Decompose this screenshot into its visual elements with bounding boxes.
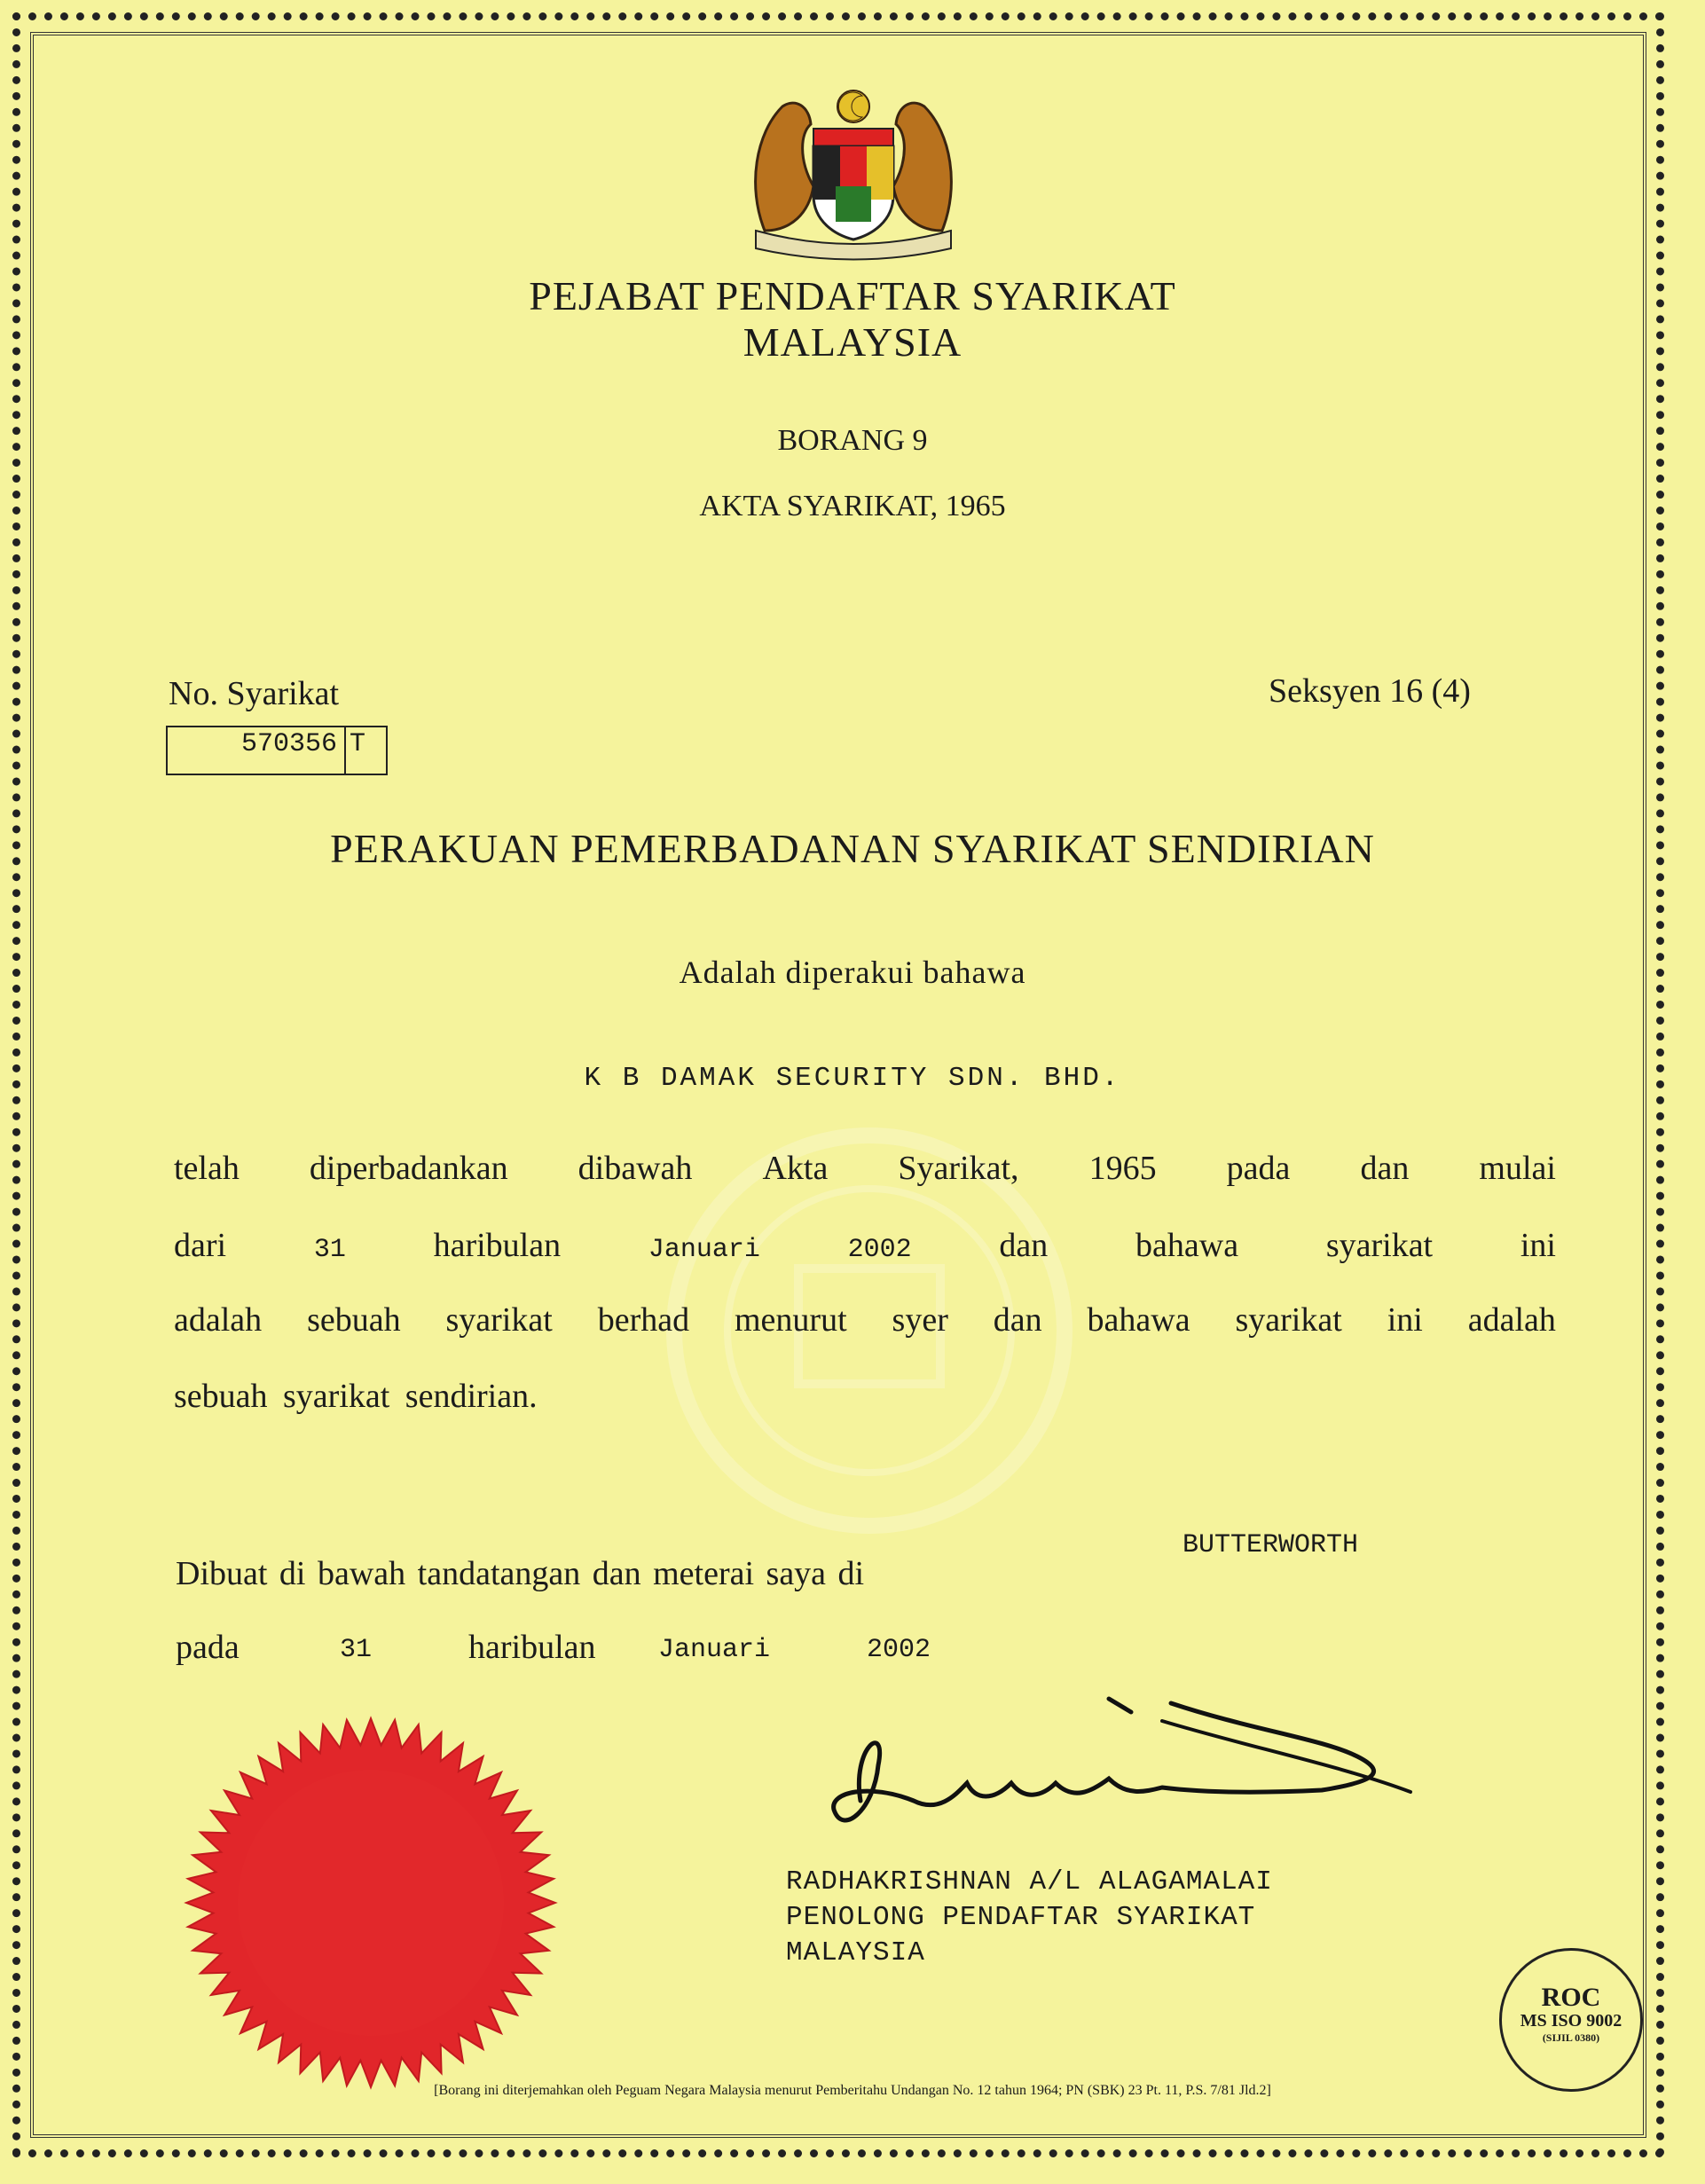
body-word: Akta	[762, 1150, 829, 1187]
body-word: dan	[1360, 1150, 1410, 1187]
body-word: sebuah	[307, 1301, 401, 1339]
office-heading	[0, 273, 1705, 365]
certificate-title: PERAKUAN PEMERBADANAN SYARIKAT SENDIRIAN	[330, 826, 1375, 871]
body-word: pada	[1226, 1150, 1291, 1187]
company-number-label: No. Syarikat	[169, 675, 340, 712]
body-word: telah	[174, 1150, 240, 1187]
execution-day: 31	[340, 1635, 373, 1665]
section-reference: Seksyen 16 (4)	[1269, 672, 1471, 710]
body-word: syarikat	[445, 1301, 553, 1339]
coat-of-arms-icon	[729, 80, 978, 266]
execution-haribulan-label: haribulan	[468, 1629, 596, 1666]
body-word: dan	[999, 1227, 1049, 1264]
execution-statement: Dibuat di bawah tandatangan dan meterai saya di	[176, 1555, 865, 1592]
body-word: bahawa	[1135, 1227, 1239, 1264]
red-seal-icon	[183, 1715, 559, 2091]
body-word: adalah	[1467, 1301, 1556, 1339]
company-number-divider	[344, 726, 346, 775]
body-word: dari	[174, 1227, 227, 1264]
body-word: ini	[1520, 1227, 1556, 1264]
body-word: syarikat	[1235, 1301, 1342, 1339]
roc-iso-badge	[1499, 1948, 1643, 2092]
form-number: BORANG 9	[777, 424, 928, 457]
certified-statement: Adalah diperakui bahawa	[679, 955, 1026, 990]
body-line-3	[174, 1300, 1556, 1339]
body-word: bahawa	[1087, 1301, 1190, 1339]
body-word: menurut	[735, 1301, 847, 1339]
footnote: [Borang ini diterjemahkan oleh Peguam Negara Malaysia menurut Pemberitahu Undangan No. 12 tahun 1964; PN (SBK) 23 Pt. 11, P.S. 7/81 Jld.2]	[434, 2083, 1271, 2098]
incorporation-month: Januari	[648, 1235, 760, 1265]
roc-badge-line2: MS ISO 9002	[1520, 2011, 1622, 2031]
body-word: syer	[892, 1301, 948, 1339]
signatory-name: RADHAKRISHNAN A/L ALAGAMALAI	[786, 1866, 1273, 1897]
body-line-4: sebuah syarikat sendirian.	[174, 1378, 538, 1415]
signatory-title: PENOLONG PENDAFTAR SYARIKAT	[786, 1902, 1256, 1933]
body-word: adalah	[174, 1301, 263, 1339]
roc-badge-line3: (SIJIL 0380)	[1542, 2031, 1600, 2044]
body-word: berhad	[597, 1301, 690, 1339]
execution-on-label: pada	[176, 1629, 240, 1666]
body-word: syarikat	[1325, 1227, 1434, 1264]
company-name: K B DAMAK SECURITY SDN. BHD.	[584, 1063, 1121, 1094]
body-word: Syarikat,	[898, 1150, 1019, 1187]
body-word: dan	[993, 1301, 1042, 1339]
body-word: diperbadankan	[309, 1150, 508, 1187]
office-heading-line1: PEJABAT PENDAFTAR SYARIKAT	[529, 273, 1176, 318]
body-word: ini	[1387, 1301, 1423, 1339]
company-number: 570356	[240, 729, 337, 759]
body-word: dibawah	[578, 1150, 693, 1187]
act-title: AKTA SYARIKAT, 1965	[699, 490, 1006, 522]
signatory-country: MALAYSIA	[786, 1937, 925, 1968]
execution-year: 2002	[867, 1635, 931, 1665]
incorporation-year: 2002	[847, 1235, 912, 1265]
signature-icon	[790, 1694, 1517, 1889]
roc-badge-line1: ROC	[1541, 1983, 1601, 2012]
office-heading-line2: MALAYSIA	[742, 319, 962, 365]
body-word: mulai	[1479, 1150, 1556, 1187]
incorporation-day: 31	[313, 1235, 346, 1265]
body-word: 1965	[1088, 1150, 1157, 1187]
company-number-suffix: T	[350, 729, 366, 759]
body-line-2	[174, 1226, 1556, 1265]
body-line-1	[174, 1149, 1556, 1188]
body-word: haribulan	[433, 1227, 562, 1264]
execution-month: Januari	[658, 1635, 771, 1665]
execution-place: BUTTERWORTH	[1182, 1530, 1359, 1560]
signatory-block	[786, 1865, 1273, 1971]
